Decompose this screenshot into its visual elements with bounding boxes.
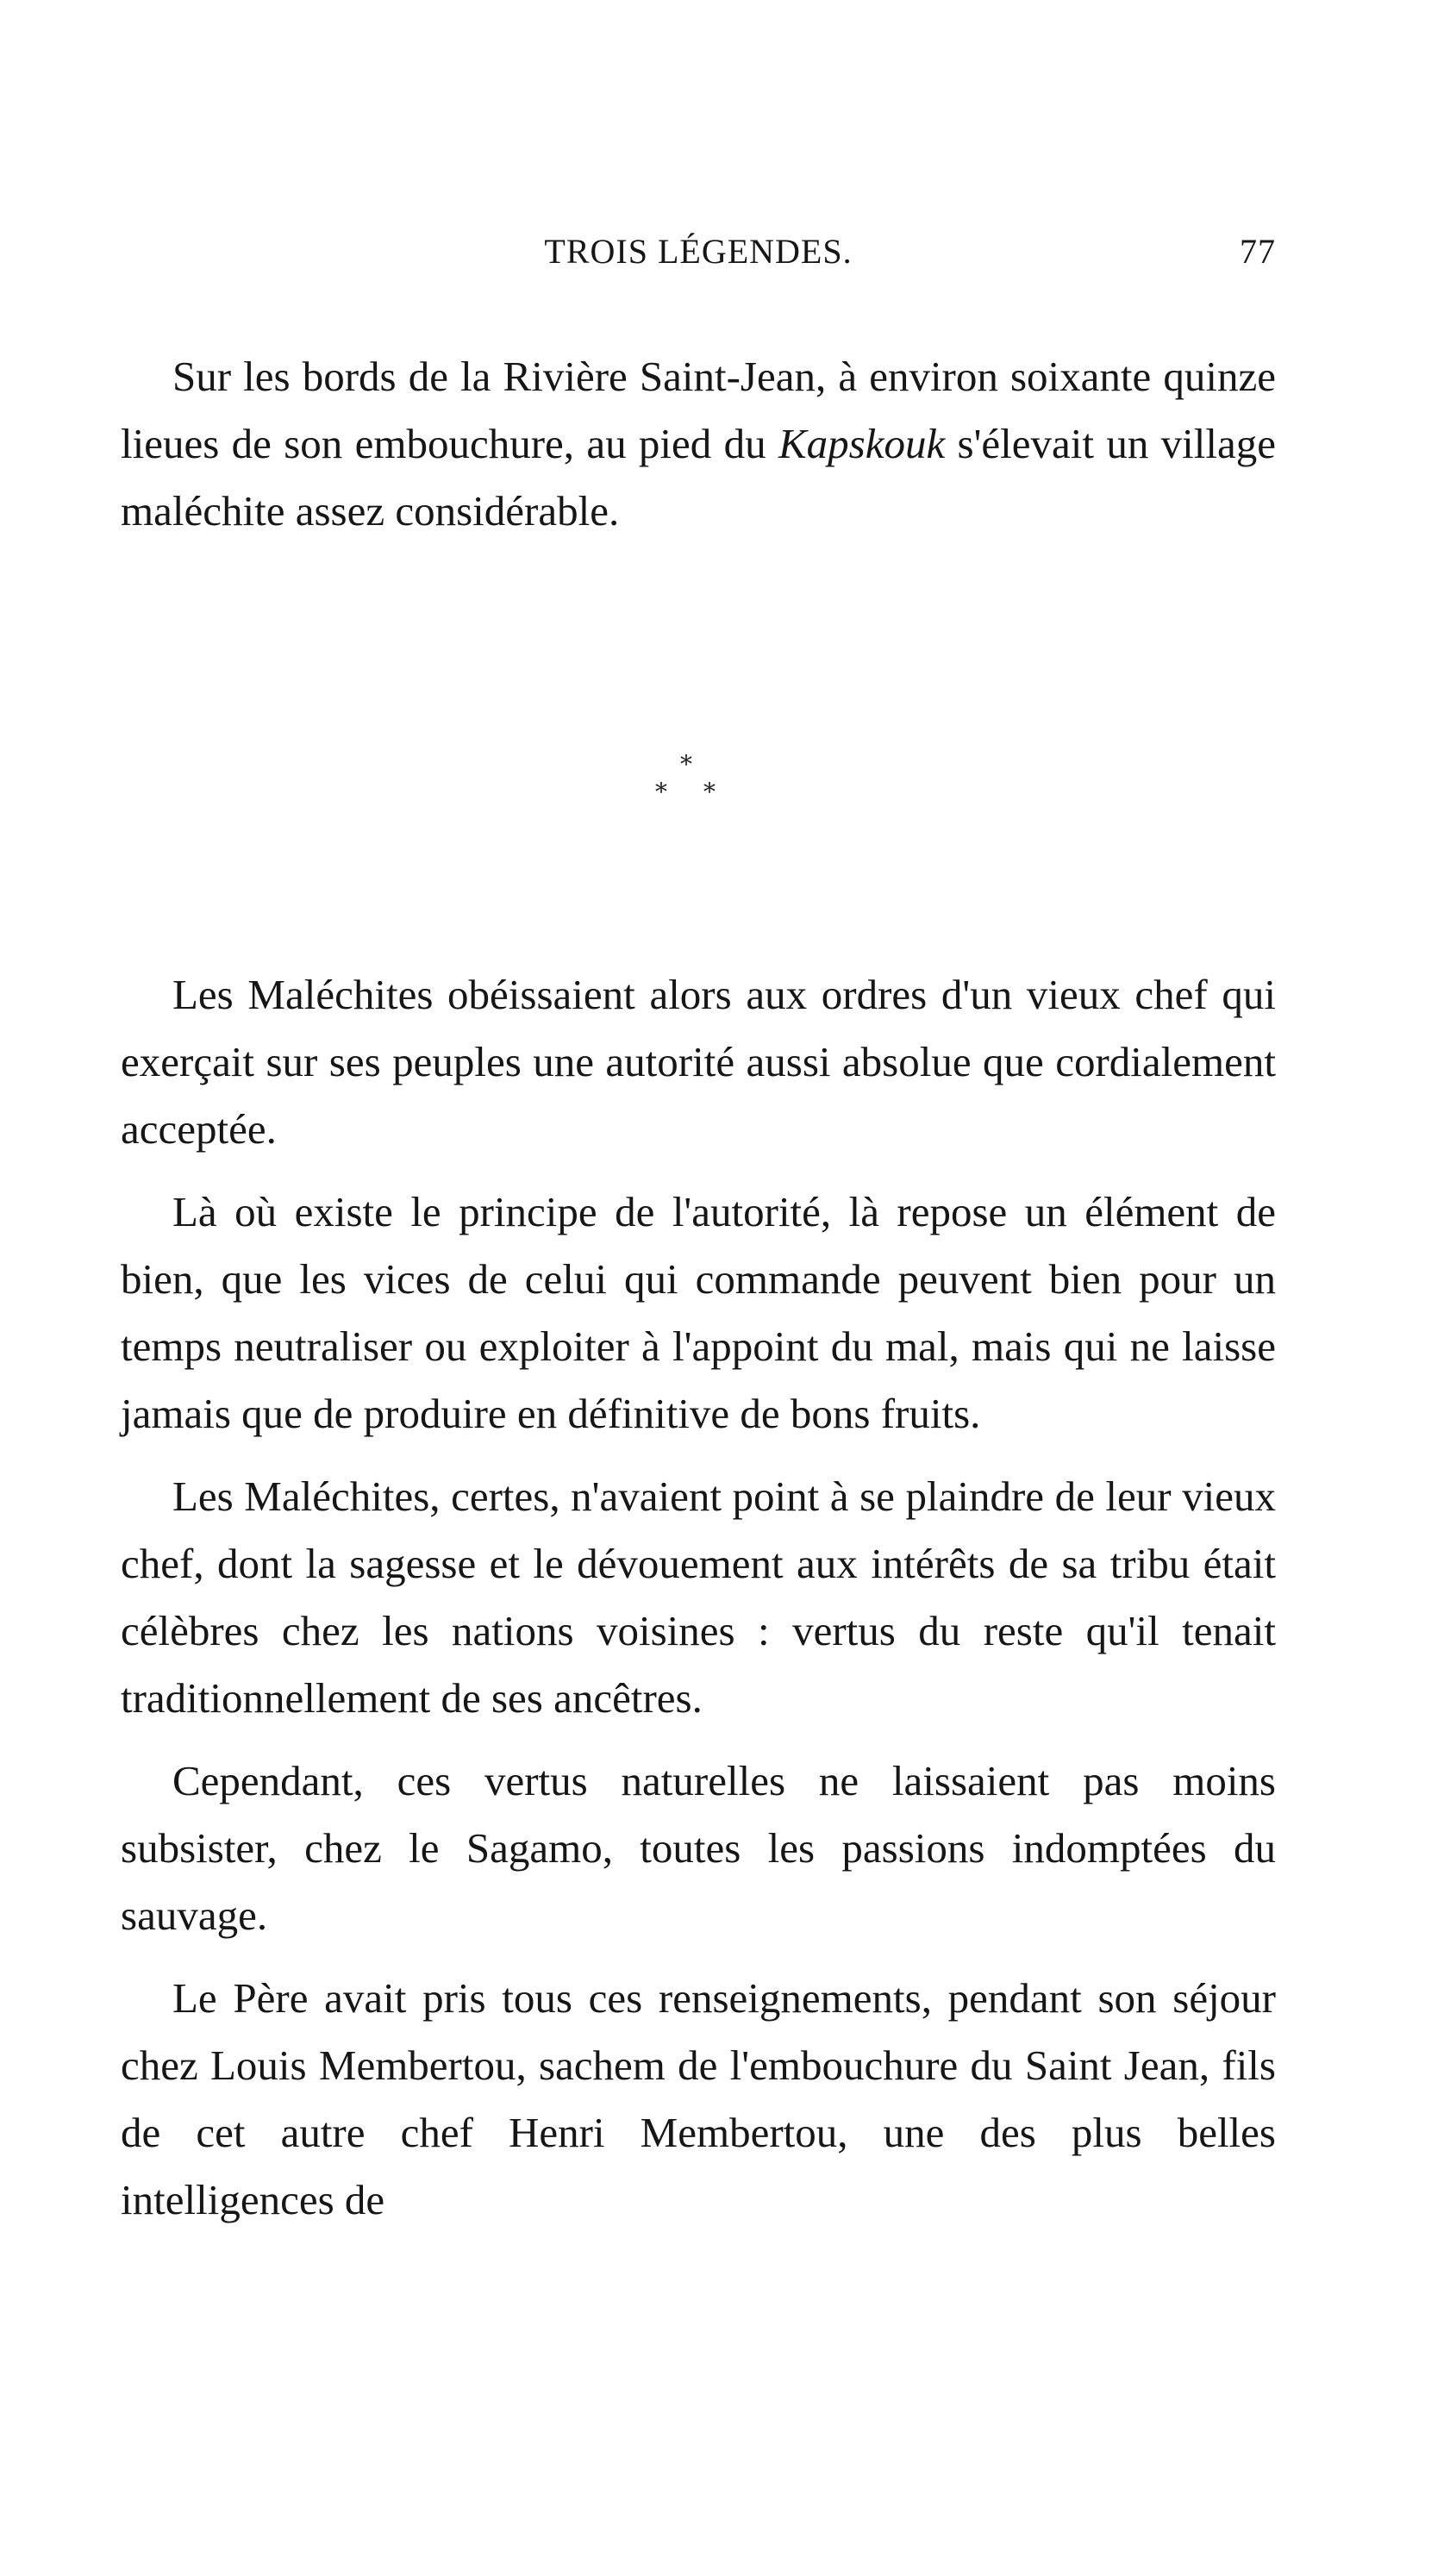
page-number: 77 — [1240, 232, 1276, 271]
running-title: TROIS LÉGENDES. — [544, 232, 853, 271]
asterism-star-left: * — [655, 778, 667, 806]
place-name-kapskouk: Kapskouk — [778, 420, 946, 467]
paragraph-6: Le Père avait pris tous ces renseignements, pendant son séjour chez Louis Membertou, sachem de l'embouchure du Saint Jean, fils de cet autre chef Henri Membertou, une des plus belles intelligences de — [121, 1974, 1276, 2223]
section-break-asterism — [0, 750, 1450, 828]
asterism-star-top: * — [680, 750, 692, 778]
running-head — [121, 231, 1276, 274]
opening-text — [121, 343, 1276, 545]
paragraph-1-start: Sur les bords de la Rivière Saint-Jean, à environ soixante quinze lieues de son embouchure, au pied du — [121, 353, 1276, 467]
main-text — [121, 961, 1276, 2249]
paragraph-1-end: s'élevait un village maléchite assez considérable. — [121, 420, 1276, 535]
paragraph-1 — [121, 343, 1276, 545]
paragraph-3: Là où existe le principe de l'autorité, là repose un élément de bien, que les vices de celui qui commande peuvent bien pour un temps neutraliser ou exploiter à l'appoint du mal, mais qui ne laisse jamais que de produire en définitive de bons fruits. — [121, 1188, 1276, 1437]
paragraph-5: Cependant, ces vertus naturelles ne laissaient pas moins subsister, chez le Sagamo, toutes les passions indomptées du sauvage. — [121, 1757, 1276, 1939]
paragraph-2: Les Maléchites obéissaient alors aux ordres d'un vieux chef qui exerçait sur ses peuples une autorité aussi absolue que cordialement acceptée. — [121, 971, 1276, 1153]
paragraph-4: Les Maléchites, certes, n'avaient point à se plaindre de leur vieux chef, dont la sagesse et le dévouement aux intérêts de sa tribu était célèbres chez les nations voisines : vertus du reste qu'il tenait traditionnellement de ses ancêtres. — [121, 1472, 1276, 1722]
asterism-star-right: * — [703, 778, 716, 806]
